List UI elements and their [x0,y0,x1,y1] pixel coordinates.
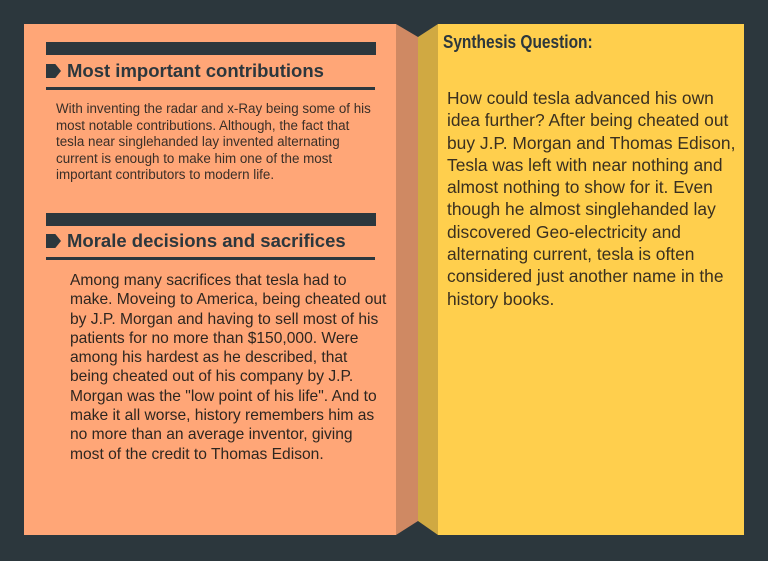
section2-heading-text: Morale decisions and sacrifices [67,230,346,251]
synthesis-body: How could tesla advanced his own idea further? After being cheated out buy J.P. Morgan and Thomas Edison, Tesla was left with near nothing and almost nothing to show for it. Even though he almost singlehanded lay discovered Geo-electricity and alternating current, tesla is often considered just another name in the history books. [447,88,736,309]
section1-rule [46,87,375,90]
section1-heading [46,60,324,82]
section2-top-bar [46,213,376,226]
section1-body: With inventing the radar and x-Ray being some of his most notable contributions. Although, the fact that tesla near singlehanded lay invented alternating current is enough to make him one of the most important contributors to modern life. [56,101,371,183]
tag-arrow-icon [46,234,61,248]
section1-heading-text: Most important contributions [67,60,324,81]
section1-top-bar [46,42,376,55]
tag-arrow-icon [46,64,61,78]
section2-heading [46,230,346,252]
section2-body: Among many sacrifices that tesla had to make. Moveing to America, being cheated out by J.P. Morgan and having to sell most of his patients for no more than $150,000. Were among his hardest as he described, that being cheated out of his company by J.P. Morgan was the "low point of his life". And to make it all worse, history remembers him as no more than an average inventor, giving most of the credit to Thomas Edison. [70,272,387,463]
book-spine-left [396,24,418,535]
synthesis-title: Synthesis Question: [443,32,593,52]
section2-rule [46,257,375,260]
book-spine-right [418,24,438,535]
